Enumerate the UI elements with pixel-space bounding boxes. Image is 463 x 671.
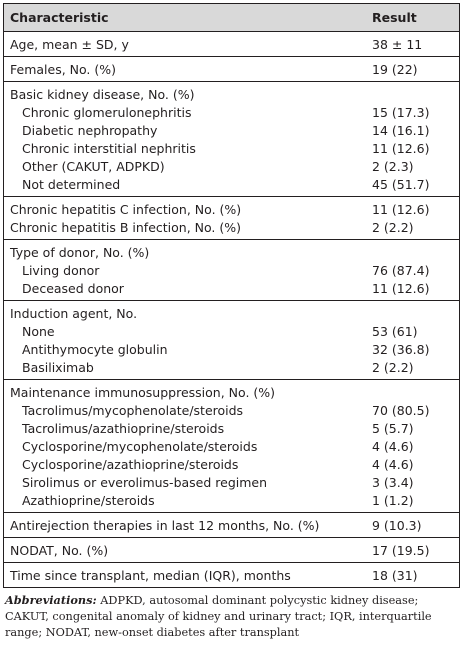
table-row xyxy=(4,121,459,139)
row-label: Maintenance immunosuppression, No. (%) xyxy=(10,384,276,400)
row-label: Females, No. (%) xyxy=(10,61,117,77)
row-sublabel: Cyclosporine/mycophenolate/steroids xyxy=(22,438,258,454)
row-label: Type of donor, No. (%) xyxy=(10,244,150,260)
table-row xyxy=(4,243,459,261)
table-row xyxy=(4,218,459,236)
row-value: 38 ± 11 xyxy=(372,36,423,52)
table-group xyxy=(4,81,459,196)
row-sublabel: Living donor xyxy=(22,262,100,278)
table-row xyxy=(4,60,459,78)
table-group xyxy=(4,562,459,587)
row-value: 45 (51.7) xyxy=(372,176,430,192)
row-sublabel: Chronic glomerulonephritis xyxy=(22,104,192,120)
table-row xyxy=(4,401,459,419)
table-row xyxy=(4,200,459,218)
table-row xyxy=(4,455,459,473)
table-row xyxy=(4,279,459,297)
row-sublabel: Antithymocyte globulin xyxy=(22,341,168,357)
table-row xyxy=(4,491,459,509)
row-label: NODAT, No. (%) xyxy=(10,542,109,558)
table-document xyxy=(3,3,460,641)
table-row xyxy=(4,516,459,534)
footnote-text: ADPKD, autosomal dominant polycystic kidney disease; CAKUT, congenital anomaly of kidney and urinary tract; IQR, interquartile range; NODAT, new-onset diabetes after transplant xyxy=(5,594,432,639)
table-row xyxy=(4,419,459,437)
row-label: Chronic hepatitis B infection, No. (%) xyxy=(10,219,241,235)
row-value: 14 (16.1) xyxy=(372,122,430,138)
table-row xyxy=(4,566,459,584)
header-characteristic: Characteristic xyxy=(10,10,109,25)
table-group xyxy=(4,512,459,537)
table-row xyxy=(4,139,459,157)
row-sublabel: Basiliximab xyxy=(22,359,94,375)
row-sublabel: None xyxy=(22,323,55,339)
row-sublabel: Deceased donor xyxy=(22,280,124,296)
row-sublabel: Diabetic nephropathy xyxy=(22,122,158,138)
row-value: 11 (12.6) xyxy=(372,140,430,156)
table-group xyxy=(4,196,459,239)
row-value: 18 (31) xyxy=(372,567,418,583)
table-row xyxy=(4,322,459,340)
row-sublabel: Sirolimus or everolimus-based regimen xyxy=(22,474,268,490)
row-value: 2 (2.2) xyxy=(372,359,414,375)
table-row xyxy=(4,437,459,455)
row-value: 11 (12.6) xyxy=(372,201,430,217)
table-row xyxy=(4,383,459,401)
row-value: 4 (4.6) xyxy=(372,456,414,472)
table-row xyxy=(4,541,459,559)
row-label: Chronic hepatitis C infection, No. (%) xyxy=(10,201,242,217)
row-value: 53 (61) xyxy=(372,323,418,339)
row-label: Time since transplant, median (IQR), months xyxy=(10,567,291,583)
row-value: 4 (4.6) xyxy=(372,438,414,454)
row-label: Induction agent, No. xyxy=(10,305,138,321)
table-row xyxy=(4,175,459,193)
table-group xyxy=(4,239,459,300)
row-value: 32 (36.8) xyxy=(372,341,430,357)
table-group xyxy=(4,379,459,512)
table-row xyxy=(4,103,459,121)
table-group xyxy=(4,300,459,379)
row-value: 15 (17.3) xyxy=(372,104,430,120)
row-sublabel: Chronic interstitial nephritis xyxy=(22,140,196,156)
row-sublabel: Not determined xyxy=(22,176,121,192)
row-value: 76 (87.4) xyxy=(372,262,430,278)
table-row xyxy=(4,304,459,322)
table-header xyxy=(3,3,460,31)
table-row xyxy=(4,340,459,358)
row-value: 70 (80.5) xyxy=(372,402,430,418)
row-value: 19 (22) xyxy=(372,61,418,77)
table-row xyxy=(4,358,459,376)
row-label: Antirejection therapies in last 12 months, No. (%) xyxy=(10,517,320,533)
table-group xyxy=(4,537,459,562)
row-value: 11 (12.6) xyxy=(372,280,430,296)
table-body xyxy=(3,31,460,588)
table-row xyxy=(4,85,459,103)
row-sublabel: Tacrolimus/mycophenolate/steroids xyxy=(22,402,244,418)
row-value: 2 (2.2) xyxy=(372,219,414,235)
table-row xyxy=(4,473,459,491)
row-value: 9 (10.3) xyxy=(372,517,422,533)
table-row xyxy=(4,261,459,279)
table-row xyxy=(4,157,459,175)
table-group xyxy=(4,56,459,81)
row-sublabel: Other (CAKUT, ADPKD) xyxy=(22,158,165,174)
row-sublabel: Tacrolimus/azathioprine/steroids xyxy=(22,420,225,436)
row-value: 17 (19.5) xyxy=(372,542,430,558)
header-result: Result xyxy=(372,10,417,25)
row-value: 1 (1.2) xyxy=(372,492,414,508)
row-value: 5 (5.7) xyxy=(372,420,414,436)
table-row xyxy=(4,35,459,53)
row-value: 3 (3.4) xyxy=(372,474,414,490)
row-label: Age, mean ± SD, y xyxy=(10,36,129,52)
row-label: Basic kidney disease, No. (%) xyxy=(10,86,195,102)
table-group xyxy=(4,32,459,56)
footnote-lead: Abbreviations: xyxy=(5,593,97,607)
footnote xyxy=(3,592,460,641)
row-value: 2 (2.3) xyxy=(372,158,414,174)
row-sublabel: Azathioprine/steroids xyxy=(22,492,155,508)
row-sublabel: Cyclosporine/azathioprine/steroids xyxy=(22,456,239,472)
